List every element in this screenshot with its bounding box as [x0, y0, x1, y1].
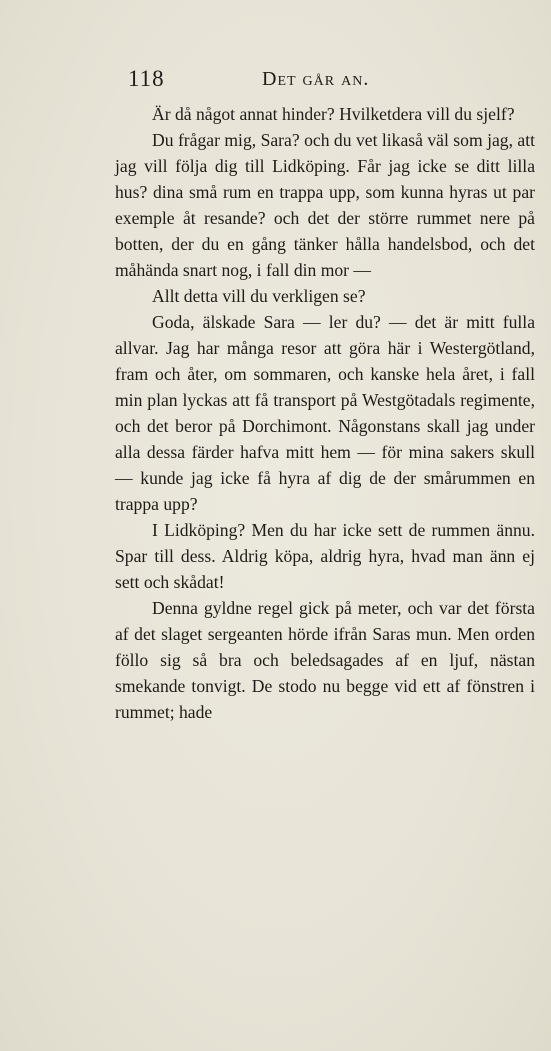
paragraph-1: Är då något annat hinder? Hvilketdera vill du sjelf?: [152, 104, 515, 124]
running-head: [128, 66, 398, 94]
paragraph-4: Goda, älskade Sara — ler du? — det är mitt fulla allvar. Jag har många resor att göra här i Westergötland, fram och åter, om sommaren, och kanske hela året, i fall min plan lyckas att få transport på Westgötadals regimente, och det beror på Dorchimont. Någonstans skall jag under alla dessa färder hafva mitt hem — för mina sakers skull — kunde jag icke få hyra af dig de der smårummen en trappa upp?: [115, 312, 535, 514]
paragraph-5: I Lidköping? Men du har icke sett de rummen ännu. Spar till dess. Aldrig köpa, aldrig hyra, hvad man änn ej sett och skådat!: [115, 520, 535, 592]
paragraph-3: Allt detta vill du verkligen se?: [152, 286, 366, 306]
page-number: 118: [128, 66, 165, 91]
body-text: [115, 101, 535, 725]
paragraph-6: Denna gyldne regel gick på meter, och var det första af det slaget sergeanten hörde ifrån Saras mun. Men orden föllo sig så bra och beledsagades af en ljuf, nästan smekande tonvigt. De stodo nu begge vid ett af fönstren i rummet; hade: [115, 598, 535, 722]
header-title: Det går an.: [262, 68, 370, 90]
paragraph-2: Du frågar mig, Sara? och du vet likaså väl som jag, att jag vill följa dig till Lidköping. Får jag icke se ditt lilla hus? dina små rum en trappa upp, som kunna hyras ut par exemple åt resande? och det der större rummet nere på botten, der du en gång tänker hålla handelsbod, och det måhända snart nog, i fall din mor —: [115, 130, 535, 280]
